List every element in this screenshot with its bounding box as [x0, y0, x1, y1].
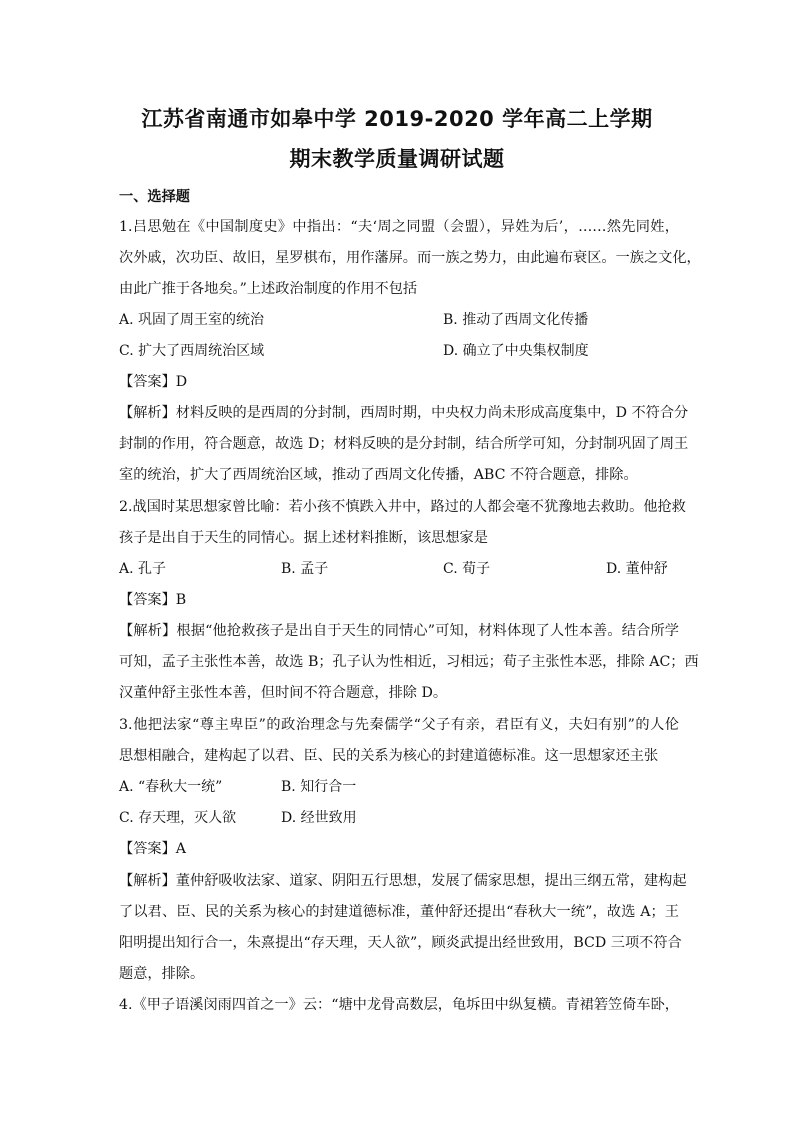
q2-stem-line: 2.战国时某思想家曾比喻：若小孩不慎跌入井中，路过的人都会毫不犹豫地去救助。他抢救: [119, 499, 686, 515]
q1-option-d: D. 确立了中央集权制度: [443, 343, 589, 359]
q3-option-c: C. 存天理，灭人欲: [119, 810, 237, 826]
q2-analysis-line: 可知，孟子主张性本善，故选 B；孔子认为性相近，习相远；荀子主张性本恶，排除 AC；西: [119, 654, 699, 670]
q2-analysis-line: 【解析】根据“他抢救孩子是出自于天生的同情心”可知，材料体现了人性本善。结合所学: [119, 623, 679, 639]
q3-analysis-line: 阳明提出知行合一，朱熹提出“存天理，天人欲”，顾炎武提出经世致用，BCD 三项不符合: [119, 935, 682, 951]
q1-stem-line: 由此广推于各地矣。”上述政治制度的作用不包括: [119, 281, 418, 297]
q2-option-d: D. 董仲舒: [606, 561, 668, 577]
q3-analysis-line: 了以君、臣、民的关系为核心的封建道德标准，董仲舒还提出“春秋大一统”，故选 A；王: [119, 904, 679, 920]
q3-stem-line: 思想相融合，建构起了以君、臣、民的关系为核心的封建道德标准。这一思想家还主张: [119, 748, 659, 764]
document-title-line-1: 江苏省南通市如皋中学 2019-2020 学年高二上学期: [141, 107, 653, 131]
q3-analysis-line: 【解析】董仲舒吸收法家、道家、阴阳五行思想，发展了儒家思想，提出三纲五常，建构起: [119, 873, 687, 889]
q1-option-b: B. 推动了西周文化传播: [443, 312, 589, 328]
q3-stem-line: 3.他把法家“尊主卑臣”的政治理念与先秦儒学“父子有亲，君臣有义，夫妇有别”的人伦: [119, 717, 679, 733]
section-heading: 一、选择题: [119, 189, 190, 205]
q2-option-a: A. 孔子: [119, 561, 167, 577]
q1-stem-line: 1.吕思勉在《中国制度史》中指出：“夫‘周之同盟（会盟），异姓为后’，……然先同姓，: [119, 219, 679, 235]
q2-analysis-line: 汉董仲舒主张性本善，但时间不符合题意，排除 D。: [119, 685, 448, 701]
q1-answer: 【答案】D: [119, 374, 188, 390]
q1-analysis-line: 室的统治，扩大了西周统治区域，推动了西周文化传播，ABC 不符合题意，排除。: [119, 467, 638, 483]
q2-answer: 【答案】B: [119, 592, 187, 608]
q3-analysis-line: 题意，排除。: [119, 966, 205, 982]
q3-option-b: B. 知行合一: [281, 779, 357, 795]
q2-stem-line: 孩子是出自于天生的同情心。据上述材料推断，该思想家是: [119, 530, 488, 546]
q2-option-c: C. 荀子: [443, 561, 491, 577]
q3-option-d: D. 经世致用: [281, 810, 357, 826]
q3-answer: 【答案】A: [119, 841, 186, 857]
q1-option-a: A. 巩固了周王室的统治: [119, 312, 265, 328]
q2-option-b: B. 孟子: [281, 561, 329, 577]
document-title-line-2: 期末教学质量调研试题: [289, 147, 505, 171]
q1-stem-line: 次外戚，次功臣、故旧，星罗棋布，用作藩屏。而一族之势力，由此遍布衰区。一族之文化，: [119, 250, 701, 266]
q4-stem-line: 4.《甲子语溪闵雨四首之一》云：“塘中龙骨高数层，龟坼田中纵复横。青裙箬笠倚车卧，: [119, 997, 679, 1013]
q1-analysis-line: 【解析】材料反映的是西周的分封制，西周时期，中央权力尚未形成高度集中，D 不符合分: [119, 405, 689, 421]
q3-option-a: A. “春秋大一统”: [119, 779, 223, 795]
q1-option-c: C. 扩大了西周统治区域: [119, 343, 265, 359]
q1-analysis-line: 封制的作用，符合题意，故选 D；材料反映的是分封制，结合所学可知，分封制巩固了周王: [119, 436, 689, 452]
